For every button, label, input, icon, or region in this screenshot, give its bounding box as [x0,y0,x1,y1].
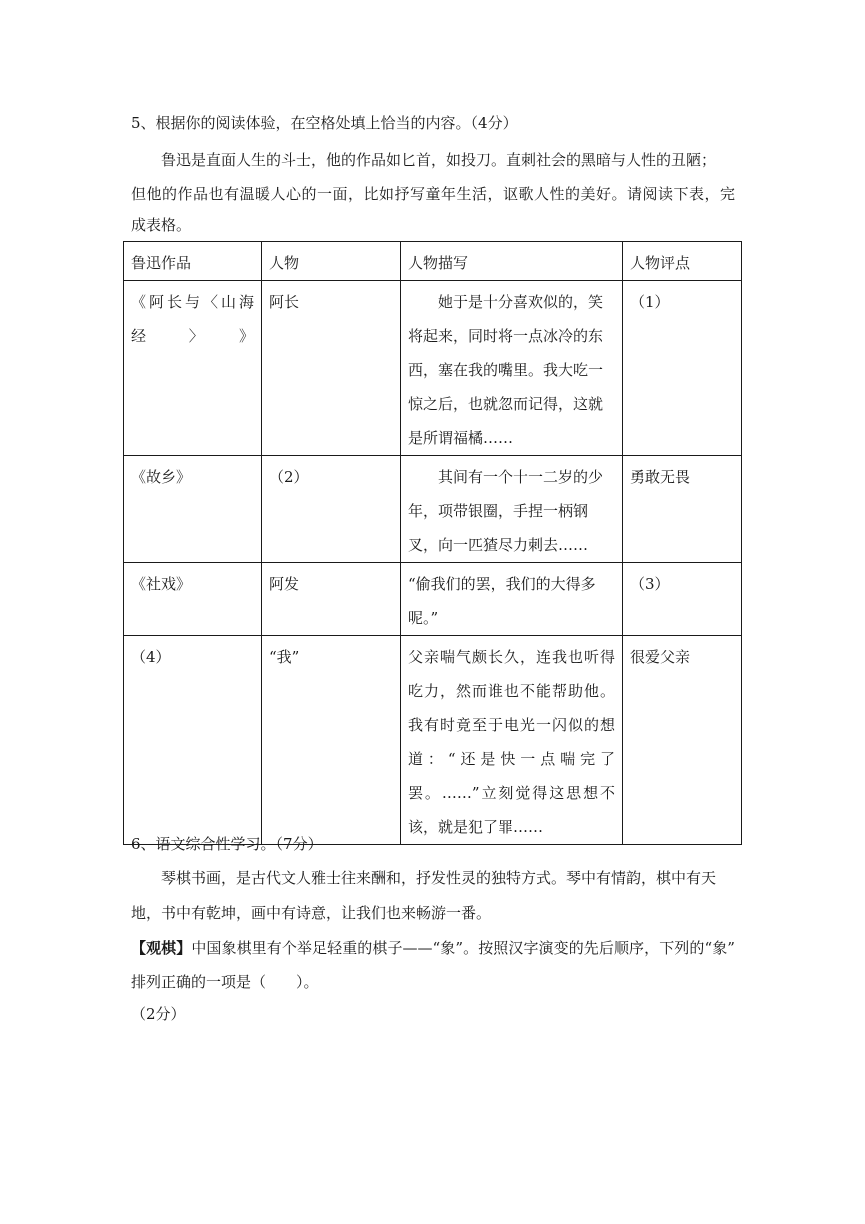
comment-cell: （1） [623,281,742,456]
table-row [124,563,742,636]
q5-para-line-1: 鲁迅是直面人生的斗士，他的作品如匕首，如投刀。直刺社会的黑暗与人性的丑陋； [161,151,717,169]
table-row [124,281,742,456]
q6-para-line-1: 琴棋书画，是古代文人雅士往来酬和，抒发性灵的独特方式。琴中有情韵，棋中有天 [161,869,717,887]
person-cell: “我” [262,636,401,845]
table-header-cell: 人物 [262,242,401,281]
person-cell: （2） [262,456,401,563]
q5-heading: 5、根据你的阅读体验，在空格处填上恰当的内容。（4分） [131,114,518,132]
guanqi-line-2: 排列正确的一项是（ ）。 [131,973,319,991]
q5-para-line-2: 但他的作品也有温暖人心的一面，比如抒写童年生活，讴歌人性的美好。请阅读下表，完 [131,185,735,203]
q6-para-line-2: 地，书中有乾坤，画中有诗意，让我们也来畅游一番。 [131,904,492,922]
comment-cell: 勇敢无畏 [623,456,742,563]
q6-heading: 6、语文综合性学习。（7分） [131,835,323,853]
table-row [124,636,742,845]
work-cell: 《故乡》 [124,456,262,563]
work-cell: 《社戏》 [124,563,262,636]
guanqi-tag: 【观棋】 [131,939,192,957]
table-row [124,456,742,563]
work-cell: 《阿长与〈山海经〉》 [124,281,262,456]
work-cell: （4） [124,636,262,845]
guanqi-text: 中国象棋里有个举足轻重的棋子——“象”。按照汉字演变的先后顺序，下列的“象” [191,939,735,957]
table-header-cell: 鲁迅作品 [124,242,262,281]
description-cell: 父亲喘气颇长久，连我也听得吃力，然而谁也不能帮助他。我有时竟至于电光一闪似的想道：“还是快一点喘完了罢。……”立刻觉得这思想不该，就是犯了罪…… [401,636,623,845]
q5-para-line-3: 成表格。 [131,216,192,234]
points-label: （2分） [131,1005,186,1023]
person-cell: 阿长 [262,281,401,456]
table-header-cell: 人物评点 [623,242,742,281]
table-header-cell: 人物描写 [401,242,623,281]
comment-cell: （3） [623,563,742,636]
description-cell: 其间有一个十一二岁的少年，项带银圈，手捏一柄钢叉，向一匹猹尽力刺去…… [401,456,623,563]
guanqi-line [131,938,735,958]
table-header-row [124,242,742,281]
description-cell: “偷我们的罢，我们的大得多呢。” [401,563,623,636]
comment-cell: 很爱父亲 [623,636,742,845]
description-cell: 她于是十分喜欢似的，笑将起来，同时将一点冰冷的东西，塞在我的嘴里。我大吃一惊之后，也就忽而记得，这就是所谓福橘…… [401,281,623,456]
person-cell: 阿发 [262,563,401,636]
lu-xun-works-table [123,241,742,845]
